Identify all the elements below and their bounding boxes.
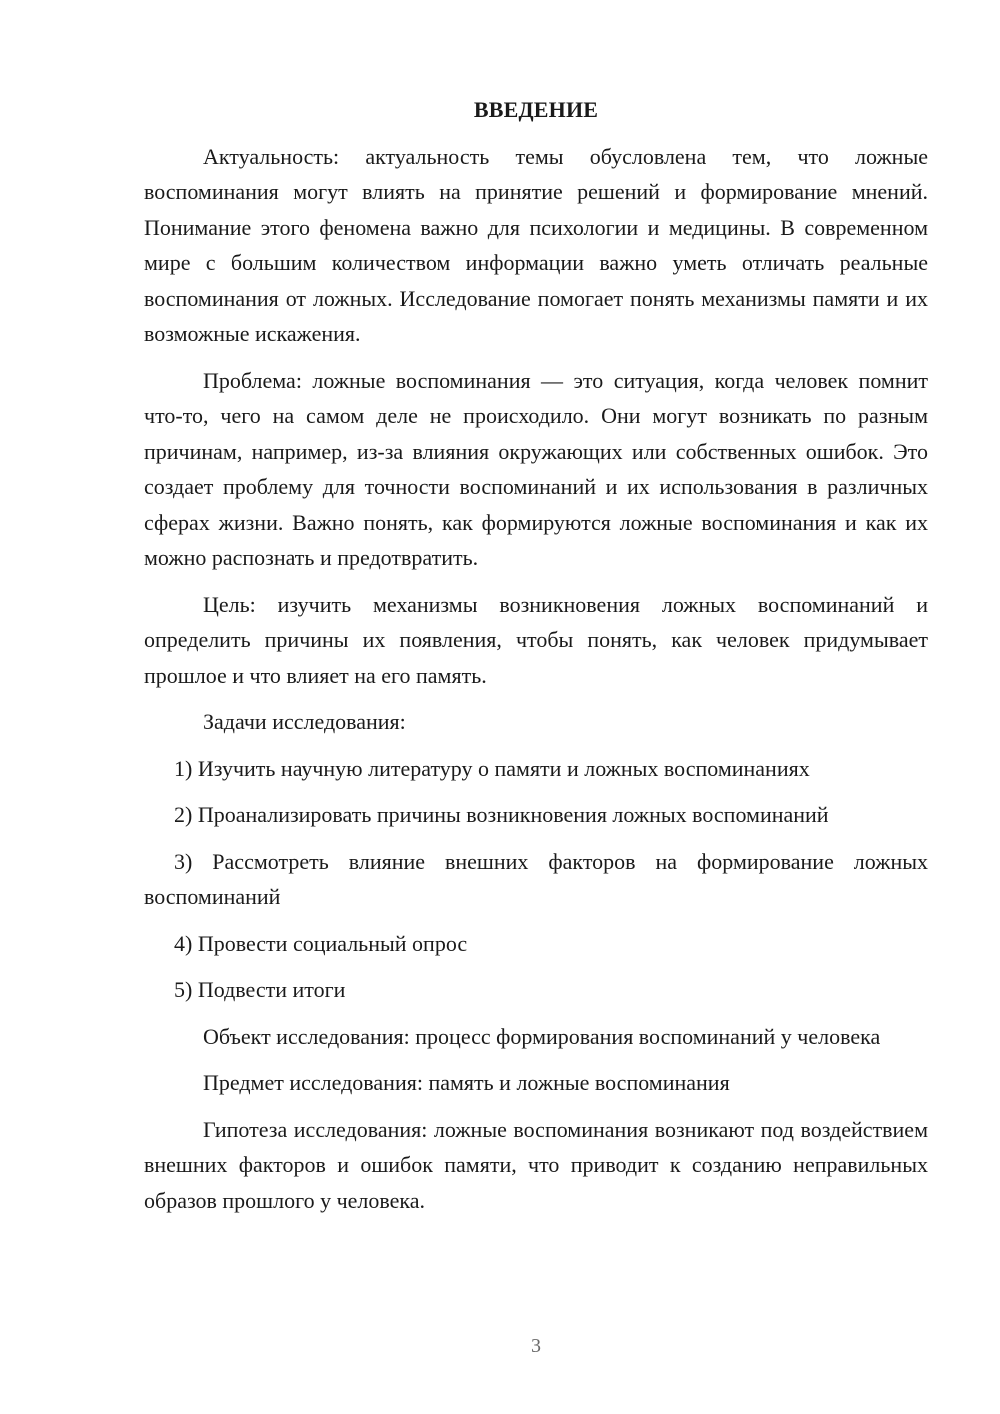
- task-item-1: 1) Изучить научную литературу о памяти и ложных воспоминаниях: [174, 755, 810, 781]
- page-content: [144, 92, 928, 1229]
- section-title: ВВЕДЕНИЕ: [473, 97, 599, 122]
- problem-paragraph: Проблема: ложные воспоминания — это ситуация, когда человек помнит что-то, чего на самом деле не происходило. Они могут возникать по разным причинам, например, из-за влияния окружающих или собственных ошибок. Это создает проблему для точности воспоминаний и их использования в различных сферах жизни. Важно понять, как формируются ложные воспоминания и как их можно распознать и предотвратить.: [144, 367, 928, 570]
- subject-paragraph: Предмет исследования: память и ложные воспоминания: [203, 1070, 730, 1095]
- hypothesis-paragraph: Гипотеза исследования: ложные воспоминания возникают под воздействием внешних факторов и ошибок памяти, что приводит к созданию неправильных образов прошлого у человека.: [144, 1116, 928, 1213]
- relevance-paragraph: Актуальность: актуальность темы обусловлена тем, что ложные воспоминания могут влиять на принятие решений и формирование мнений. Понимание этого феномена важно для психологии и медицины. В современном мире с большим количеством информации важно уметь отличать реальные воспоминания от ложных. Исследование помогает понять механизмы памяти и их возможные искажения.: [144, 143, 928, 346]
- task-item-2: 2) Проанализировать причины возникновения ложных воспоминаний: [174, 802, 829, 827]
- page-number: 3: [531, 1335, 541, 1357]
- task-item-5: 5) Подвести итоги: [174, 977, 346, 1002]
- tasks-heading: Задачи исследования:: [203, 709, 406, 734]
- task-item-3: 3) Рассмотреть влияние внешних факторов на формирование ложных воспоминаний: [144, 848, 928, 909]
- object-paragraph: Объект исследования: процесс формирования воспоминаний у человека: [203, 1023, 881, 1049]
- goal-paragraph: Цель: изучить механизмы возникновения ложных воспоминаний и определить причины их появления, чтобы понять, как человек придумывает прошлое и что влияет на его память.: [144, 591, 928, 688]
- task-item-4: 4) Провести социальный опрос: [174, 930, 468, 956]
